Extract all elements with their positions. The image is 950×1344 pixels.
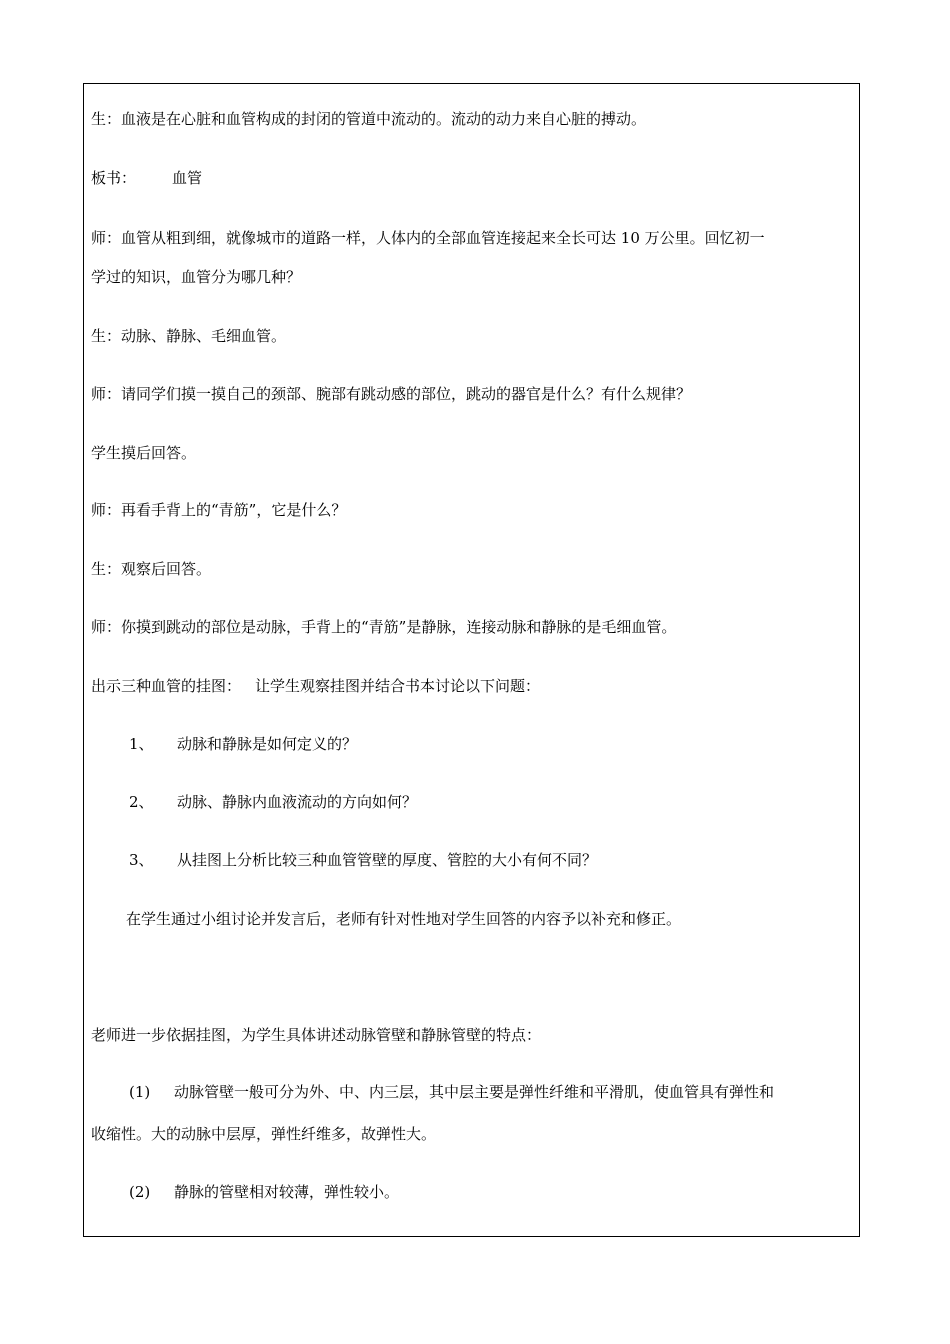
teacher-question-vessels-cont — [91, 267, 301, 287]
paragraph-text: 学生摸后回答。 — [91, 444, 197, 462]
paragraph-text: 师：血管从粗到细，就像城市的道路一样，人体内的全部血管连接起来全长可达 10 万公里。回忆初一 — [91, 229, 765, 247]
point-item-2 — [129, 1182, 399, 1202]
student-action — [91, 443, 196, 463]
list-number: 2、 — [129, 793, 154, 811]
teacher-explanation — [91, 617, 676, 637]
student-observe — [91, 559, 211, 579]
paragraph-text: 收缩性。大的动脉中层厚，弹性纤维多，故弹性大。 — [91, 1125, 437, 1143]
paragraph-text: 学过的知识，血管分为哪几种？ — [91, 268, 302, 286]
teacher-question-vessels — [91, 228, 765, 248]
list-text: 动脉管壁一般可分为外、中、内三层，其中层主要是弹性纤维和平滑肌，使血管具有弹性和 — [174, 1083, 775, 1101]
paragraph-text: 师：再看手背上的“青筋”，它是什么？ — [91, 501, 347, 519]
chart-instruction — [91, 676, 540, 696]
question-item-2 — [129, 792, 417, 812]
paragraph-text: 师：请同学们摸一摸自己的颈部、腕部有跳动感的部位，跳动的器官是什么？有什么规律？ — [91, 385, 692, 403]
list-text: 动脉、静脉内血液流动的方向如何？ — [177, 793, 418, 811]
paragraph-text: 生：观察后回答。 — [91, 560, 212, 578]
paragraph-text: 师：你摸到跳动的部位是动脉，手背上的“青筋”是静脉，连接动脉和静脉的是毛细血管。 — [91, 618, 677, 636]
list-text: 动脉和静脉是如何定义的？ — [177, 735, 358, 753]
paragraph-text: 出示三种血管的挂图： — [91, 677, 242, 695]
question-item-1 — [129, 734, 357, 754]
teacher-instruction-pulse — [91, 384, 691, 404]
student-answer-types — [91, 326, 286, 346]
student-answer-circulation — [91, 109, 646, 129]
point-item-1 — [129, 1082, 774, 1102]
list-number: (2) — [129, 1183, 151, 1201]
list-number: 3、 — [129, 851, 154, 869]
teacher-supplement — [126, 909, 681, 929]
point-item-1-cont — [91, 1124, 436, 1144]
paragraph-text: 生：血液是在心脏和血管构成的封闭的管道中流动的。流动的动力来自心脏的搏动。 — [91, 110, 647, 128]
content-table-cell — [83, 83, 860, 1237]
list-number: 1、 — [129, 735, 154, 753]
paragraph-text: 让学生观察挂图并结合书本讨论以下问题： — [255, 677, 541, 695]
blackboard-heading — [91, 168, 202, 188]
question-item-3 — [129, 850, 597, 870]
blackboard-label: 板书： — [91, 169, 137, 187]
paragraph-text: 老师进一步依据挂图，为学生具体讲述动脉管壁和静脉管壁的特点： — [91, 1026, 542, 1044]
teacher-question-veins — [91, 500, 346, 520]
paragraph-text: 生：动脉、静脉、毛细血管。 — [91, 327, 287, 345]
list-text: 从挂图上分析比较三种血管管壁的厚度、管腔的大小有何不同？ — [177, 851, 598, 869]
teacher-further-explanation — [91, 1025, 541, 1045]
paragraph-text: 在学生通过小组讨论并发言后，老师有针对性地对学生回答的内容予以补充和修正。 — [126, 910, 682, 928]
list-number: (1) — [129, 1083, 151, 1101]
list-text: 静脉的管壁相对较薄，弹性较小。 — [174, 1183, 400, 1201]
blackboard-topic: 血管 — [172, 169, 203, 187]
